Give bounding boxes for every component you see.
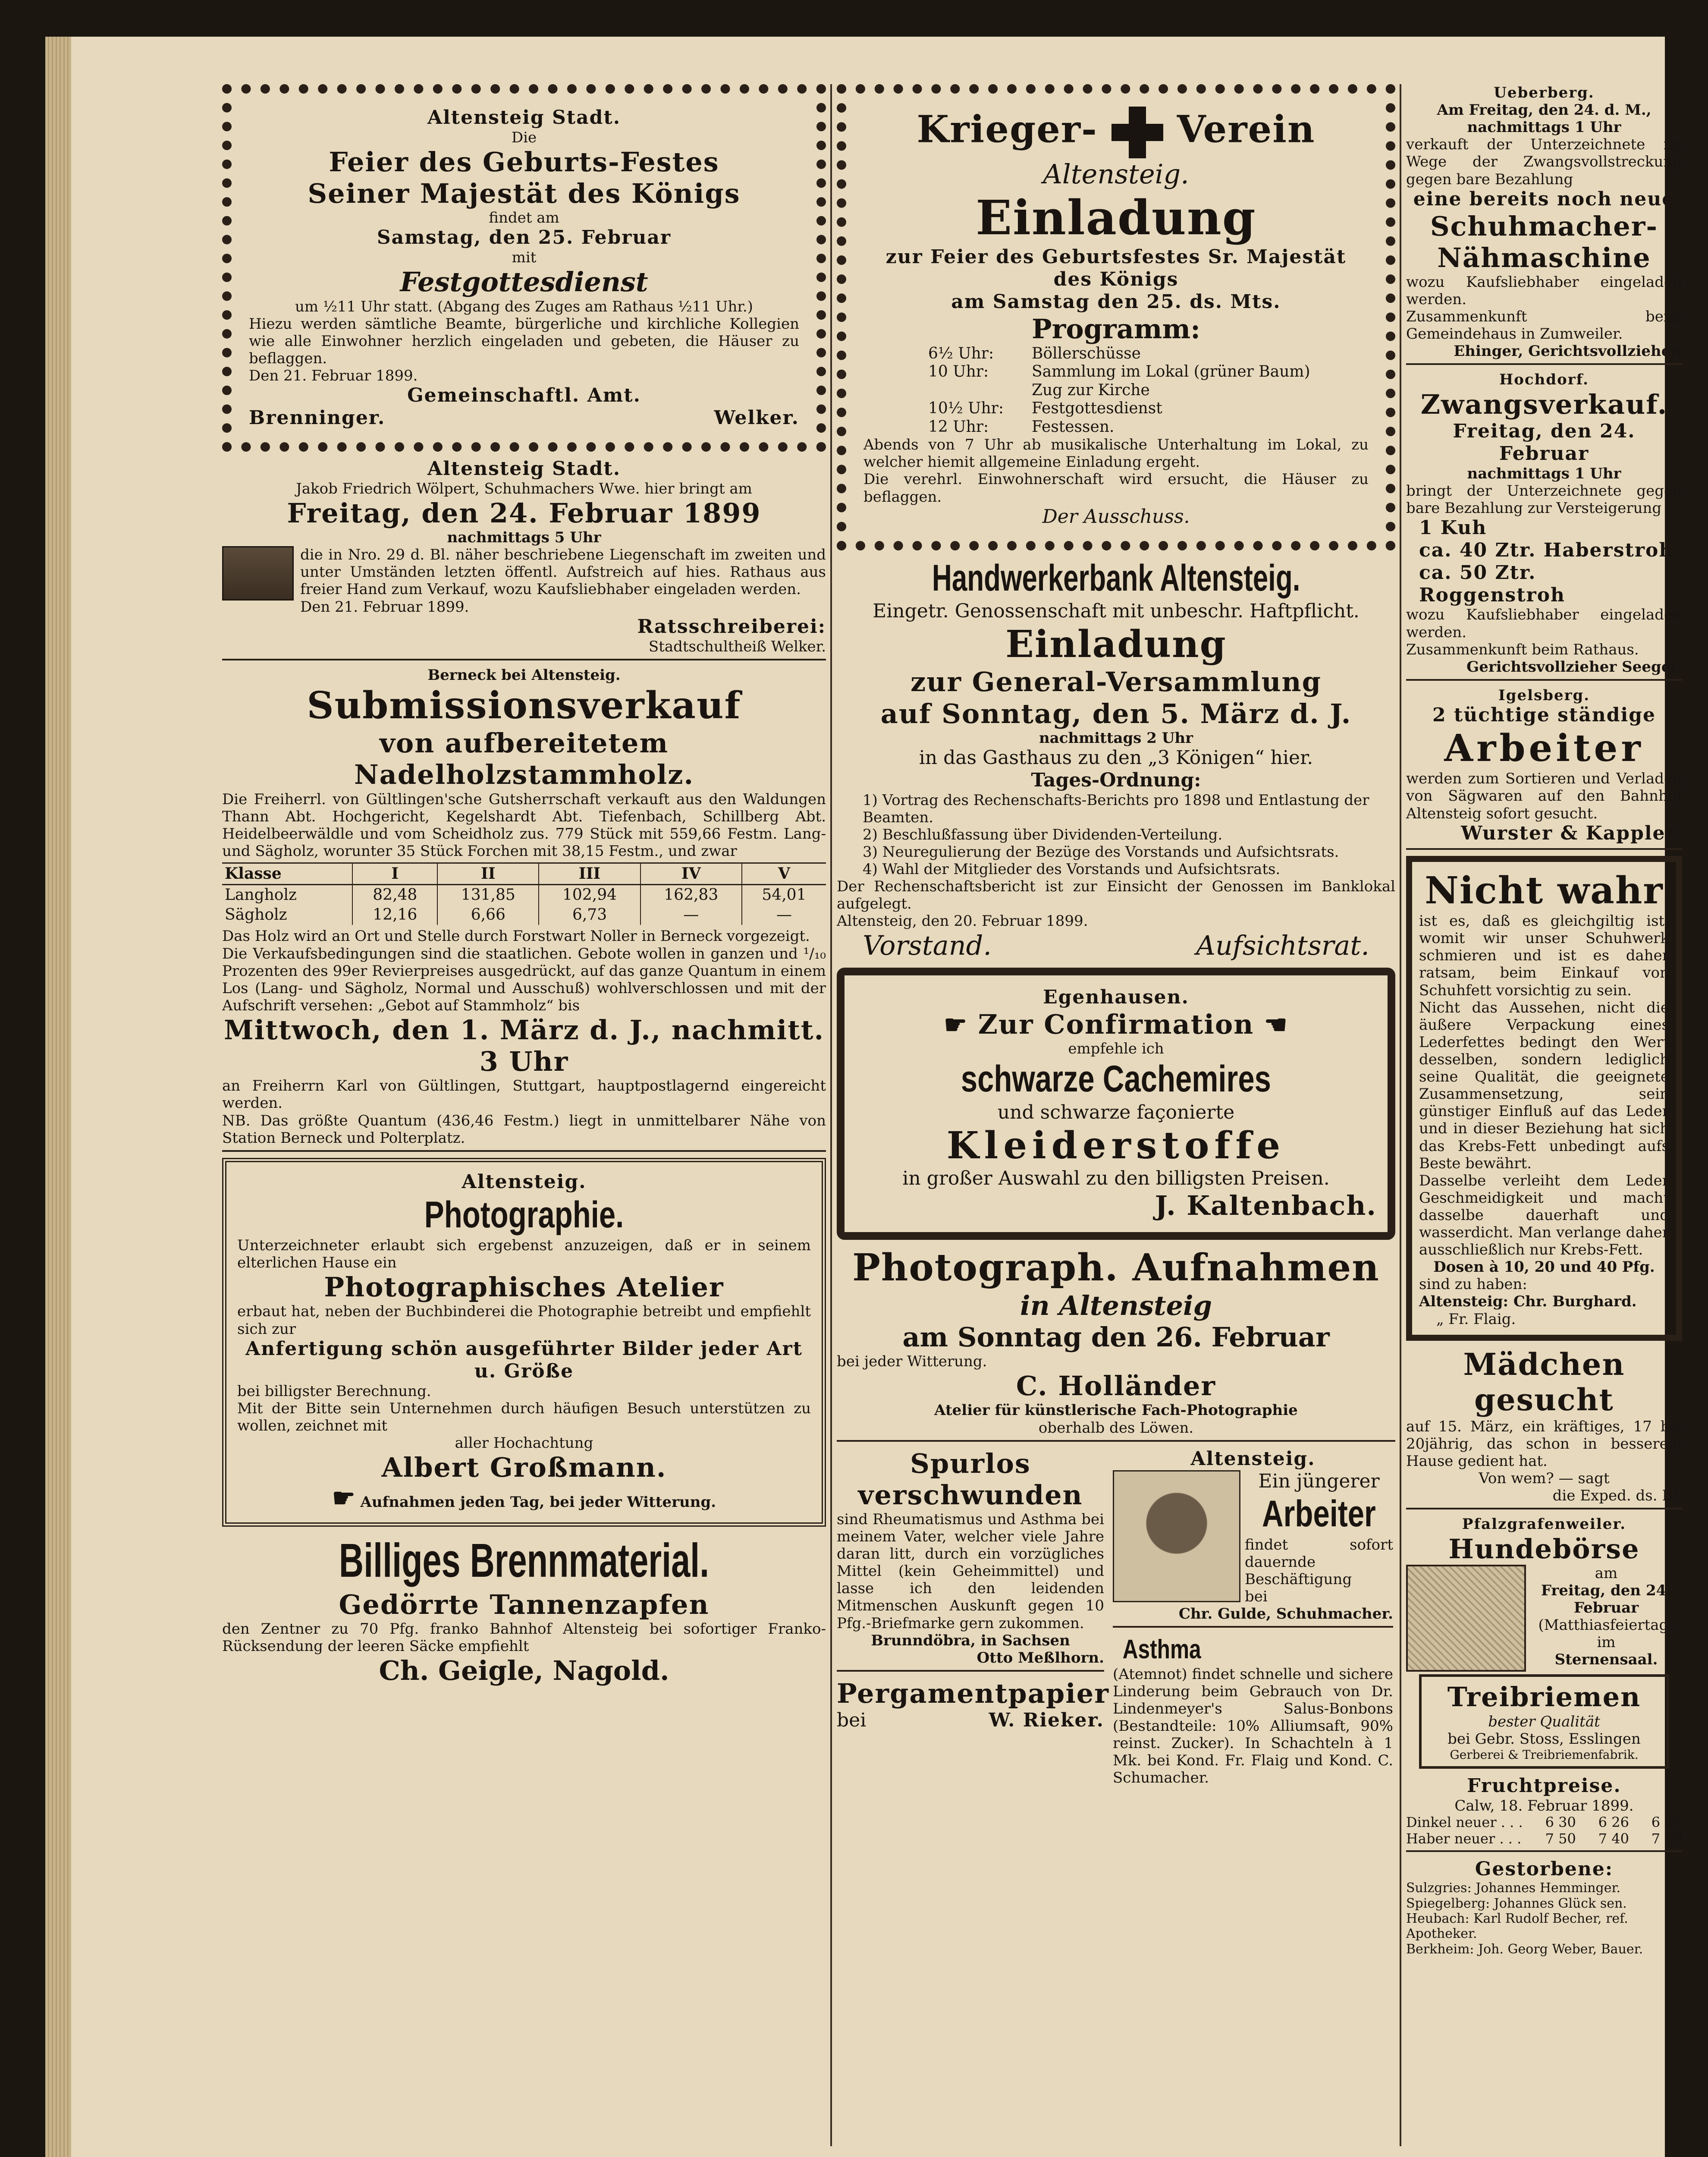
ad-body: den Zentner zu 70 Pfg. franko Bahnhof Altensteig bei sofortiger Franko-Rücksendung der leeren Säcke empfiehlt <box>222 1620 826 1655</box>
table-cell: 162,83 <box>640 884 742 905</box>
text-line: die Exped. ds. Bl. <box>1552 1487 1682 1505</box>
date-line: Am Freitag, den 24. d. M., nachmittags 1 Uhr <box>1437 101 1651 136</box>
headline: Festgottesdienst <box>400 266 648 298</box>
signature: Ch. Geigle, Nagold. <box>379 1655 669 1687</box>
table-cell: 6,66 <box>437 905 539 925</box>
worker-illustration <box>1113 1470 1240 1602</box>
headline: 2 tüchtige ständige <box>1432 704 1656 726</box>
price-rows <box>1406 1814 1682 1847</box>
column-rule <box>830 84 832 2146</box>
ad-krieger-verein <box>837 84 1395 550</box>
program-time <box>928 381 1032 399</box>
program-item <box>928 418 1369 436</box>
ad-body: Abends von 7 Uhr ab musikalische Unterhaltung im Lokal, zu welcher hiemit allgemeine Einladung ergeht. <box>863 436 1369 471</box>
table-row <box>222 905 826 925</box>
ad-body: Zusammenkunft beim Gemeindehaus in Zumweiler. <box>1406 308 1682 343</box>
headline: Einladung <box>1005 622 1227 666</box>
signature: Der Ausschuss. <box>1042 505 1190 528</box>
table-cell: Langholz <box>225 886 297 904</box>
text-line: Eingetr. Genossenschaft mit unbeschr. Haftpflicht. <box>873 600 1359 622</box>
text-line: nachmittags 5 Uhr <box>447 529 601 547</box>
program-list <box>928 345 1369 436</box>
ad-body: Die verehrl. Einwohnerschaft wird ersucht, die Häuser zu beflaggen. <box>863 471 1369 506</box>
ad-kaltenbach <box>837 968 1395 1240</box>
death-entry: Berkheim: Joh. Georg Weber, Bauer. <box>1406 1941 1643 1957</box>
pointing-hand-icon: ☚ <box>1264 1009 1288 1040</box>
table-cell: 54,01 <box>742 884 826 905</box>
table-cell: 102,94 <box>539 884 640 905</box>
ad-krebs-fett <box>1406 856 1682 1341</box>
ad-body: Das Holz wird an Ort und Stelle durch Forstwart Noller in Berneck vorgezeigt. <box>222 928 810 945</box>
ad-body: Nicht das Aussehen, nicht die äußere Verpackung eines Lederfettes bedingt den Wert desselben, sondern lediglich seine Qualität, die geeignete Zusammensetzung, sein günstiger Einfluß auf das Leder und in dieser Beziehung hat sich das Krebs-Fett unbedingt aufs Beste bewährt. <box>1419 999 1669 1172</box>
date-line: am Samstag den 25. ds. Mts. <box>951 290 1281 313</box>
ad-header: Igelsberg. <box>1498 686 1590 704</box>
price-cell: 6 25 <box>1651 1814 1682 1830</box>
text-line: Brunndöbra, in Sachsen <box>871 1632 1070 1649</box>
headline: Photographie. <box>424 1194 624 1236</box>
ad-body: werden zum Sortieren und Verladen von Sägwaren auf den Bahnhof Altensteig sofort gesucht. <box>1406 770 1682 822</box>
program-item <box>928 345 1369 363</box>
date-line: Den 21. Februar 1899. <box>300 598 469 616</box>
price-row <box>1406 1814 1682 1831</box>
text-line: empfehle ich <box>1068 1040 1164 1058</box>
holz-table <box>222 862 826 925</box>
signature: Gerichtsvollzieher Seeger. <box>1466 658 1682 676</box>
ad-body: findet sofort dauernde Beschäftigung <box>1245 1536 1393 1588</box>
text-line: bester Qualität <box>1488 1713 1600 1730</box>
ad-header: Hochdorf. <box>1499 371 1589 389</box>
ad-body: sind Rheumatismus und Asthma bei meinem Vater, welcher viele Jahre daran litt, durch ein vorzügliches Mittel (kein Geheimmittel) und lasse ich den leidenden Mitmenschen Auskunft gegen 10 Pfg.-Briefmarke gern zukommen. <box>837 1510 1104 1632</box>
ad-maedchen <box>1406 1347 1682 1510</box>
death-entry: Heubach: Karl Rudolf Becher, ref. Apotheker. <box>1406 1911 1628 1942</box>
headline: Photograph. Aufnahmen <box>852 1246 1380 1290</box>
price-cell: 7 30 <box>1651 1830 1682 1847</box>
bottom-ads-row <box>837 1448 1395 1793</box>
ad-hochdorf <box>1406 371 1682 680</box>
newspaper-page <box>45 37 1682 2157</box>
program-item <box>928 381 1369 399</box>
headline: Freitag, den 24. Februar 1899 <box>287 497 761 529</box>
signature: C. Holländer <box>1016 1370 1216 1402</box>
signature: Gemeinschaftl. Amt. <box>407 384 641 407</box>
text-line: nachmittags 1 Uhr <box>1467 465 1621 482</box>
signature: Brenninger. <box>249 407 386 429</box>
headline: Handwerkerbank Altensteig. <box>932 557 1300 599</box>
headline: Feier des Geburts-Festes <box>329 146 719 178</box>
program-time: 10 Uhr: <box>928 363 989 381</box>
headline: Anfertigung schön ausgeführter Bilder jeder Art u. Größe <box>245 1337 803 1382</box>
headline: Photographisches Atelier <box>324 1271 724 1303</box>
table-header-cell: V <box>742 863 826 884</box>
column-1 <box>222 84 826 1692</box>
table-header-cell: IV <box>640 863 742 884</box>
text-line: oberhalb des Löwen. <box>1038 1419 1194 1437</box>
headline: gesucht <box>1474 1382 1614 1418</box>
text-line: am <box>1595 1564 1618 1582</box>
headline: Billiges Brennmaterial. <box>339 1534 710 1587</box>
ad-submissionsverkauf <box>222 667 826 1152</box>
ad-body: wozu Kaufsliebhaber eingeladen werden. <box>1406 606 1682 641</box>
program-desc: Sammlung im Lokal (grüner Baum) <box>1032 363 1310 381</box>
ad-igelsberg <box>1406 687 1682 850</box>
text-line: sind zu haben: <box>1419 1276 1527 1293</box>
headline: von aufbereitetem Nadelholzstammholz. <box>354 727 694 791</box>
table-cell: 82,48 <box>352 884 437 905</box>
ad-header: Berneck bei Altensteig. <box>427 666 621 684</box>
death-entry: Sulzgries: Johannes Hemminger. <box>1406 1880 1621 1896</box>
ad-body: Die Verkaufsbedingungen sind die staatlichen. Gebote wollen in ganzen und ¹/₁₀ Prozenten des 99er Revierpreises ausgedrückt, auf das ganze Quantum in einem Los (Lang- und Sägholz, Normal und Ausschuß) wohlverschlossen und mit der Aufschrift versehen: „Gebot auf Stammholz“ bis <box>222 945 826 1014</box>
text-line: und schwarze façonierte <box>997 1101 1235 1123</box>
ad-body: Dasselbe verleiht dem Leder Geschmeidigkeit und macht dasselbe dauerhaft und wasserdicht. Man verlange daher ausschließlich nur Krebs-Fett. <box>1419 1172 1669 1259</box>
headline: in Altensteig <box>1020 1289 1212 1321</box>
ad-body: Unterzeichneter erlaubt sich ergebenst anzuzeigen, daß er in seinem elterlichen Hause ein <box>237 1237 811 1272</box>
pointing-hand-icon: ☛ <box>944 1009 968 1040</box>
pointing-hand-icon: ☛ <box>332 1483 355 1514</box>
section-title: Programm: <box>1032 313 1200 345</box>
signature: Ratsschreiberei: <box>637 615 826 638</box>
text-line: bei <box>837 1709 867 1732</box>
table-cell: 12,16 <box>352 905 437 925</box>
text-line: Von wem? — sagt <box>1479 1470 1610 1487</box>
ad-header: Altensteig. <box>462 1170 587 1193</box>
text-line: bei jeder Witterung. <box>837 1353 987 1371</box>
headline: Submissionsverkauf <box>307 683 741 727</box>
program-time: 10½ Uhr: <box>928 399 1004 418</box>
section-title: Gestorbene: <box>1475 1858 1614 1880</box>
text-line: findet am <box>489 209 559 227</box>
signature: Chr. Gulde, Schuhmacher. <box>1178 1605 1393 1623</box>
signature: Wurster & Kappler. <box>1461 822 1682 844</box>
ad-body: wozu Kaufsliebhaber eingeladen werden. <box>1406 273 1682 308</box>
headline: Krieger- <box>917 107 1098 151</box>
ad-header: Altensteig Stadt. <box>427 107 621 129</box>
house-icon <box>222 546 294 601</box>
headline: zur General-Versammlung <box>911 666 1322 698</box>
fruchtpreise <box>1406 1775 1682 1852</box>
ad-spurlos <box>837 1448 1104 1672</box>
signature: Otto Meßlhorn. <box>976 1649 1104 1666</box>
page-edge <box>45 37 71 2157</box>
headline: Kleiderstoffe <box>946 1123 1286 1167</box>
program-item <box>928 399 1369 418</box>
ad-photographie-grossmann <box>222 1158 826 1527</box>
headline: Zwangsverkauf. <box>1420 388 1668 420</box>
ad-body: bringt der Unterzeichnete gegen bare Bezahlung zur Versteigerung <box>1406 482 1682 517</box>
price-cell: 7 50 <box>1545 1830 1576 1847</box>
headline: Treibriemen <box>1447 1681 1641 1713</box>
table-header-cell: Klasse <box>225 865 282 883</box>
table-cell: 131,85 <box>437 884 539 905</box>
ad-header: Altensteig. <box>1043 158 1189 190</box>
ad-body: (Atemnot) findet schnelle und sichere Linderung beim Gebrauch von Dr. Lindenmeyer's Salus-Bonbons (Bestandteile: 10% Alliumsaft, 90% reinst. Zucker). In Schachteln à 1 Mk. bei Kond. Fr. Flaig und Kond. C. Schumacher. <box>1113 1665 1393 1787</box>
text-line: Atelier für künstlerische Fach-Photographie <box>934 1402 1298 1419</box>
headline: Arbeiter <box>1444 726 1644 770</box>
ad-header: Altensteig Stadt. <box>427 457 621 480</box>
headline: Verein <box>1177 107 1316 151</box>
iron-cross-icon <box>1111 107 1163 158</box>
date-line: auf Sonntag, den 5. März d. J. <box>880 698 1352 729</box>
text-line: Aufnahmen jeden Tag, bei jeder Witterung. <box>360 1494 716 1511</box>
ad-body: Zusammenkunft beim Rathaus. <box>1406 641 1639 658</box>
bottom-right-ads <box>1113 1448 1393 1793</box>
item-line: 1 Kuh <box>1419 516 1487 539</box>
column-rule <box>1400 84 1401 2146</box>
price-row <box>1406 1831 1682 1847</box>
ad-brennmaterial <box>222 1533 826 1686</box>
price-cell: Haber neuer . . . <box>1406 1830 1522 1847</box>
text-line: mit <box>512 249 537 267</box>
date-line: Freitag, den 24. Februar <box>1453 420 1636 465</box>
ad-body: ist es, daß es gleichgiltig ist, womit wir unser Schuhwerk schmieren und ist es daher ratsam, beim Einkauf von Schuhfett vorsichtig zu sein. <box>1419 912 1669 999</box>
ad-body: die in Nro. 29 d. Bl. näher beschriebene Liegenschaft im zweiten und unter Umständen letzten öffentl. Aufstreich auf hies. Rathaus aus freier Hand zum Verkauf, wozu Kaufsliebhaber eingeladen werden. <box>300 546 826 598</box>
text-line: Dosen à 10, 20 und 40 Pfg. <box>1433 1258 1655 1276</box>
headline: Mädchen <box>1463 1346 1625 1382</box>
table-header-cell: I <box>352 863 437 884</box>
date-line: Altensteig, den 20. Februar 1899. <box>837 912 1088 930</box>
table-cell: Sägholz <box>225 906 287 924</box>
program-desc: Festessen. <box>1032 418 1115 436</box>
ad-gulde-arbeiter <box>1113 1448 1393 1628</box>
table-header-cell: II <box>437 863 539 884</box>
table-cell: 6,73 <box>539 905 640 925</box>
ad-body: Mit der Bitte sein Unternehmen durch häufigen Besuch unterstützen zu wollen, zeichnet mit <box>237 1399 811 1434</box>
headline: eine bereits noch neue <box>1413 188 1675 210</box>
dog-illustration <box>1406 1565 1526 1672</box>
signature: W. Rieker. <box>989 1709 1104 1732</box>
date-line: Samstag, den 25. Februar <box>377 226 672 249</box>
program-time: 12 Uhr: <box>928 418 989 436</box>
signature: Vorstand. <box>863 930 992 962</box>
column-3 <box>1406 84 1682 1963</box>
headline: Einladung <box>976 190 1256 246</box>
bottom-left-ads <box>837 1447 1109 1793</box>
ad-handwerkerbank <box>837 557 1395 962</box>
ad-asthma <box>1113 1634 1393 1786</box>
headline: Spurlos <box>910 1447 1031 1479</box>
table-cell: — <box>742 905 826 925</box>
ad-header: Egenhausen. <box>1043 986 1189 1008</box>
headline: verschwunden <box>858 1479 1083 1511</box>
ad-body: an Freiherrn Karl von Gültlingen, Stuttgart, hauptpostlagernd eingereicht werden. <box>222 1077 826 1112</box>
agenda-list <box>863 792 1395 878</box>
text-line: Ein jüngerer <box>1258 1470 1380 1492</box>
headline: Arbeiter <box>1262 1493 1376 1535</box>
text-line: bei <box>1245 1588 1268 1606</box>
ad-ueberberg <box>1406 84 1682 365</box>
text-line: in großer Auswahl zu den billigsten Preisen. <box>902 1167 1330 1190</box>
program-item <box>928 363 1369 381</box>
deaths-list <box>1406 1880 1682 1957</box>
headline: schwarze Cachemires <box>961 1058 1271 1100</box>
table-row <box>222 884 826 905</box>
ad-body: Die Freiherrl. von Gültlingen'sche Gutsherrschaft verkauft aus den Waldungen Thann Abt. Hochgericht, Kegelshardt Abt. Tiefenbach, Schillberg Abt. Heidelbeerwäldle und vom Scheidholz zus. 779 Stück mit 559,66 Festm. Lang- und Sägholz, worunter 35 Stück Forchen mit 38,15 Festm., und zwar <box>222 790 826 860</box>
table-header-cell: III <box>539 863 640 884</box>
ad-body: Hiezu werden sämtliche Beamte, bürgerliche und kirchliche Kollegien wie alle Einwohner herzlich eingeladen und gebeten, die Häuser zu beflaggen. <box>249 315 799 367</box>
text-line: Jakob Friedrich Wölpert, Schuhmachers Wwe. hier bringt am <box>296 480 752 497</box>
date-line: Den 21. Februar 1899. <box>249 367 418 385</box>
price-cell: 6 26 <box>1598 1814 1629 1830</box>
ad-body: Der Rechenschaftsbericht ist zur Einsicht der Genossen im Banklokal aufgelegt. <box>837 878 1395 913</box>
headline: Pergamentpapier <box>837 1677 1109 1709</box>
text-line: aller Hochachtung <box>455 1434 593 1452</box>
signature: Welker. <box>714 407 799 429</box>
signature: J. Kaltenbach. <box>1155 1190 1377 1222</box>
gestorbene <box>1406 1858 1682 1957</box>
text-line: bei Gebr. Stoss, Esslingen <box>1447 1730 1641 1748</box>
death-entry: Spiegelberg: Johannes Glück sen. <box>1406 1896 1627 1911</box>
agenda-item: 2) Beschlußfassung über Dividenden-Verteilung. <box>863 826 1223 843</box>
ad-woelpert-verkauf <box>222 458 826 660</box>
column-2 <box>837 84 1395 1792</box>
signature: Ehinger, Gerichtsvollzieher. <box>1454 343 1682 360</box>
text-line: nachmittags 2 Uhr <box>1039 729 1193 747</box>
text-line: um ½11 Uhr statt. (Abgang des Zuges am Rathaus ½11 Uhr.) <box>295 298 753 315</box>
price-cell: 6 30 <box>1545 1814 1576 1830</box>
section-title: Fruchtpreise. <box>1467 1774 1621 1797</box>
headline: Zur Confirmation <box>978 1008 1254 1040</box>
ad-header: Ueberberg. <box>1494 84 1595 101</box>
headline: Schuhmacher- <box>1430 210 1658 242</box>
ad-hundeboerse <box>1406 1516 1682 1668</box>
ad-hollaender <box>837 1246 1395 1441</box>
price-cell: Dinkel neuer . . . <box>1406 1814 1523 1830</box>
date-line: Freitag, den 24. Februar <box>1541 1582 1672 1616</box>
program-desc: Böllerschüsse <box>1032 344 1141 362</box>
ad-body: auf 15. März, ein kräftiges, 17 bis 20jährig, das schon in besserem Hause gedient hat. <box>1406 1418 1682 1470</box>
headline: Seiner Majestät des Königs <box>308 178 741 210</box>
item-line: ca. 50 Ztr. Roggenstroh <box>1419 561 1566 606</box>
agenda-item: 1) Vortrag des Rechenschafts-Berichts pro 1898 und Entlastung der Beamten. <box>863 791 1369 826</box>
agenda-item: 4) Wahl der Mitglieder des Vorstands und Aufsichtsrats. <box>863 861 1281 878</box>
program-time: 6½ Uhr: <box>928 344 994 362</box>
ad-koenigs-geburtsfest <box>222 84 826 452</box>
signature: Altensteig: Chr. Burghard. <box>1419 1293 1637 1311</box>
ad-pergamentpapier <box>837 1677 1109 1732</box>
ad-header: Altensteig. <box>1190 1447 1316 1470</box>
text-line: (Matthiasfeiertag) im <box>1538 1616 1674 1651</box>
text-line: Die <box>511 129 537 146</box>
ad-body: verkauft der Unterzeichnete im Wege der Zwangsvollstreckung gegen bare Bezahlung <box>1406 136 1682 188</box>
text-line: Sternensaal. <box>1554 1651 1658 1669</box>
signature: „ Fr. Flaig. <box>1436 1310 1516 1328</box>
date-line: Calw, 18. Februar 1899. <box>1454 1797 1634 1814</box>
ad-body: erbaut hat, neben der Buchbinderei die Photographie betreibt und empfiehlt sich zur <box>237 1303 811 1338</box>
item-line: ca. 40 Ztr. Haberstroh <box>1419 539 1674 561</box>
ad-header: Pfalzgrafenweiler. <box>1462 1516 1626 1533</box>
ad-body: NB. Das größte Quantum (436,46 Festm.) liegt in unmittelbarer Nähe von Station Berneck und Polterplatz. <box>222 1112 826 1147</box>
ad-treibriemen <box>1419 1674 1669 1768</box>
date-line: am Sonntag den 26. Februar <box>902 1321 1330 1353</box>
signature: Albert Großmann. <box>381 1451 667 1483</box>
headline: Nähmaschine <box>1437 242 1651 274</box>
agenda-item: 3) Neuregulierung der Bezüge des Vorstands und Aufsichtsrats. <box>863 843 1339 861</box>
signature: Stadtschultheiß Welker. <box>648 638 826 655</box>
table-cell: — <box>640 905 742 925</box>
date-line: Mittwoch, den 1. März d. J., nachmitt. 3 Uhr <box>223 1014 825 1078</box>
signature: Aufsichtsrat. <box>1196 930 1369 962</box>
program-desc: Festgottesdienst <box>1032 399 1162 418</box>
headline: zur Feier des Geburtsfestes Sr. Majestät des Königs <box>885 245 1347 290</box>
headline: Gedörrte Tannenzapfen <box>339 1588 710 1620</box>
program-desc: Zug zur Kirche <box>1032 381 1150 399</box>
headline: Nicht wahr <box>1425 868 1664 912</box>
section-title: Tages-Ordnung: <box>1031 769 1201 791</box>
headline: Asthma <box>1122 1635 1201 1665</box>
text-line: Gerberei & Treibriemenfabrik. <box>1450 1747 1639 1762</box>
text-line: in das Gasthaus zu den „3 Königen“ hier. <box>919 746 1313 769</box>
ad-body: bei billigster Berechnung. <box>237 1382 431 1400</box>
headline: Hundebörse <box>1448 1533 1640 1565</box>
price-cell: 7 40 <box>1598 1830 1629 1847</box>
